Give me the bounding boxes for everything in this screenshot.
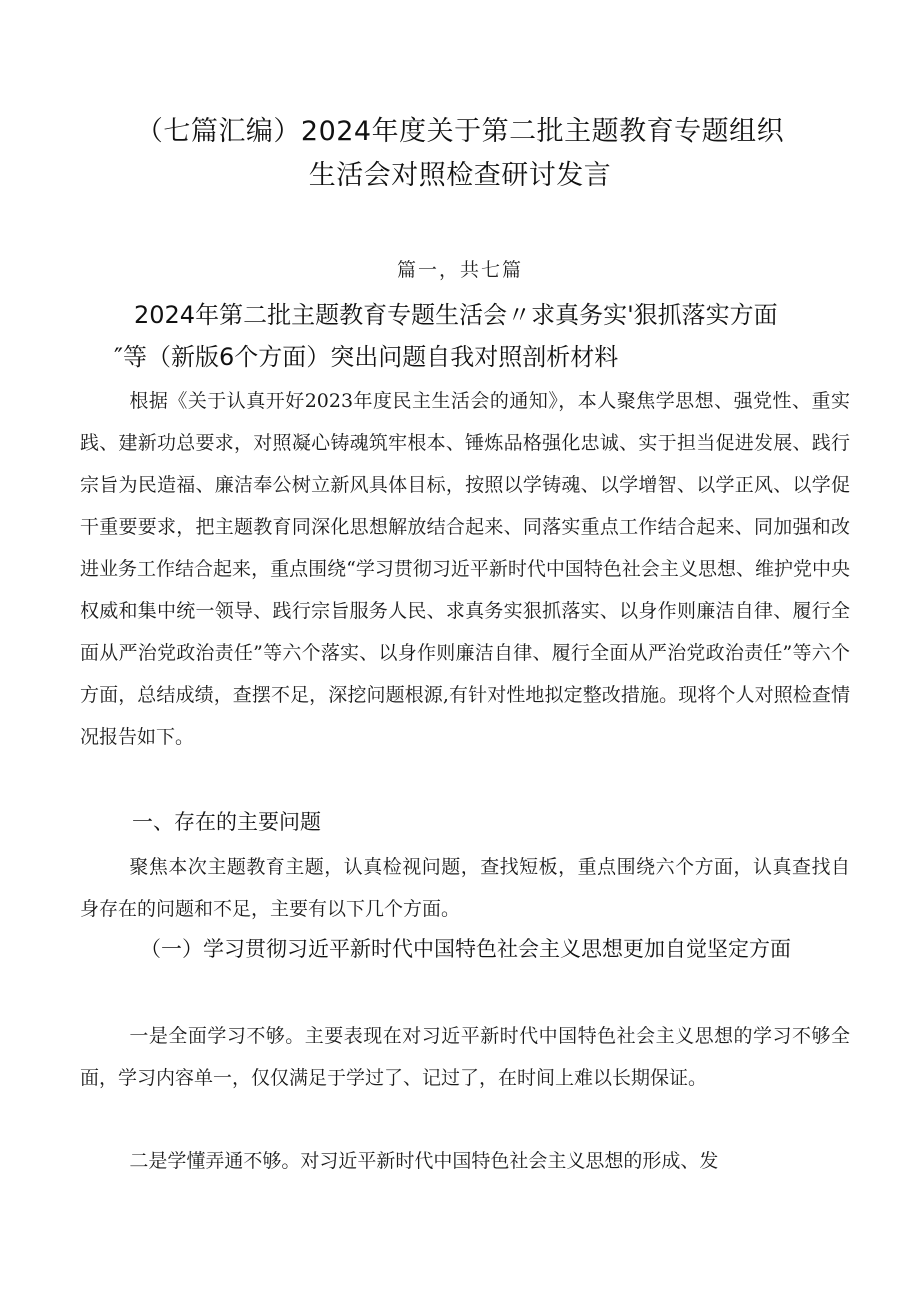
- subsection-heading: （一）学习贯彻习近平新时代中国特色社会主义思想更加自觉坚定方面: [140, 937, 791, 961]
- part-label: 篇一，共七篇: [396, 259, 523, 281]
- point-two-paragraph: 二是学懂弄通不够。对习近平新时代中国特色社会主义思想的形成、发: [129, 1150, 719, 1172]
- section-heading-main-problems: 一、存在的主要问题: [132, 810, 321, 834]
- subtitle-line1: 2024年第二批主题教育专题生活会〃求真务实'狠抓落实方面: [134, 301, 778, 329]
- intro-paragraph: 根据《关于认真开好2023年度民主生活会的通知》，本人聚焦学思想、强党性、重实践、建新功总要求，对照凝心铸魂筑牢根本、锤炼品格强化忠诚、实于担当促进发展、践行宗旨为民造福、廉洁奉公树立新风具体目标，按照以学铸魂、以学增智、以学正风、以学促干重要要求，把主题教育同深化思想解放结合起来、同落实重点工作结合起来、同加强和改进业务工作结合起来，重点围绕“学习贯彻习近平新时代中国特色社会主义思想、维护党中央权威和集中统一领导、践行宗旨服务人民、求真务实狠抓落实、以身作则廉洁自律、履行全面从严治党政治责任”等六个落实、以身作则廉洁自律、履行全面从严治党政治责任”等六个方面，总结成绩，查摆不足，深挖问题根源,有针对性地拟定整改措施。现将个人对照检查情况报告如下。: [80, 390, 850, 748]
- document-title-line2: 生活会对照检查研讨发言: [308, 160, 612, 191]
- document-title-line1: （七篇汇编）2024年度关于第二批主题教育专题组织: [135, 116, 785, 147]
- section-paragraph: 聚焦本次主题教育主题，认真检视问题，查找短板，重点围绕六个方面，认真查找自身存在的问题和不足，主要有以下几个方面。: [80, 856, 850, 920]
- point-one-paragraph: 一是全面学习不够。主要表现在对习近平新时代中国特色社会主义思想的学习不够全面，学习内容单一，仅仅满足于学过了、记过了，在时间上难以长期保证。: [80, 1025, 850, 1089]
- subtitle-line2: ″等（新版6个方面）突出问题自我对照剖析材料: [114, 343, 619, 371]
